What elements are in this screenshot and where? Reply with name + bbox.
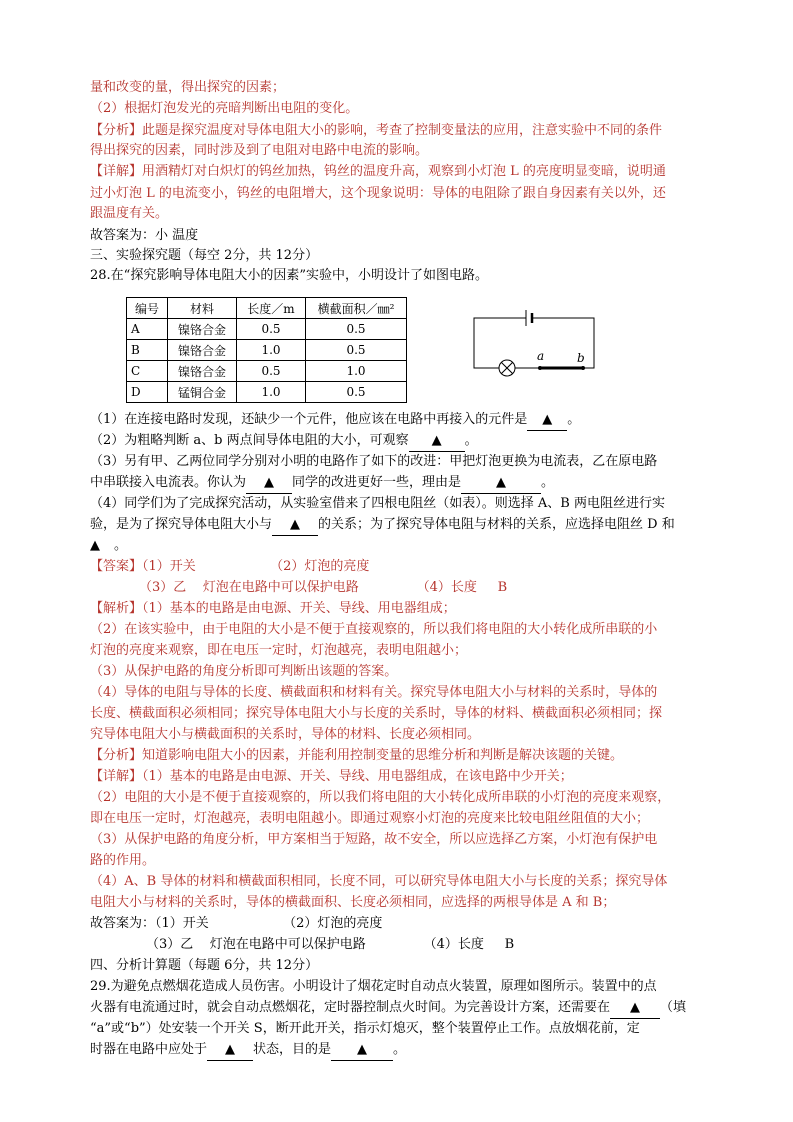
answer-blank [272,515,318,536]
table-cell: 0.5 [306,382,407,403]
triangle-marker: ▲ [90,538,100,553]
triangle-marker: ▲ [225,1042,236,1057]
circuit-wires [474,318,594,368]
resistance-wire-table [126,297,407,403]
table-header-row [127,298,407,319]
answer-blank [461,473,541,494]
analysis-line: 【解析】（1）基本的电路是由电源、开关、导线、用电器组成； [90,601,456,616]
question-text: （填 [660,1000,687,1015]
detail-line: 【详解】（1）基本的电路是由电源、开关、导线、用电器组成，在该电路中少开关； [90,769,573,784]
circuit-diagram [470,300,600,380]
question-29-line: 29.为避免点燃烟花造成人员伤害。小明设计了烟花定时自动点火装置，原理如图所示。装置中的点 [90,979,657,994]
table-cell: 0.5 [237,319,306,340]
triangle-marker: ▲ [290,517,301,532]
table-cell: 镍铬合金 [168,340,237,361]
table-cell: 0.5 [306,319,407,340]
table-row [127,340,407,361]
answer-line: 故答案为：小 温度 [90,228,199,243]
lamp-icon [499,360,515,376]
header-cell: 材料 [168,298,237,319]
table-cell: 1.0 [306,361,407,382]
detail-line: （2）电阻的大小是不便于直接观察的，所以我们将电阻的大小转化成所串联的小灯泡的亮度来观察， [90,790,671,805]
detail-line: 【详解】用酒精灯对白炽灯的钨丝加热，钨丝的温度升高，观察到小灯泡 L 的亮度明显变暗，说明通 [90,164,666,179]
table-row [127,319,407,340]
question-28-stem: 28.在“探究影响导体电阻大小的因素”实验中，小明设计了如图电路。 [90,268,488,283]
table-cell: B [127,340,168,361]
analysis-line: （4）导体的电阻与导体的长度、横截面积和材料有关。探究导体电阻大小与材料的关系时，导体的 [90,685,658,700]
detail-line: （3）从保护电路的角度分析，甲方案相当于短路，故不安全，所以应选择乙方案，小灯泡有保护电 [90,832,658,847]
question-29-line: “a”或“b”）处安装一个开关 S，断开此开关，指示灯熄灭，整个装置停止工作。点放烟花前，定 [90,1021,640,1036]
question-text: 。 [541,475,555,490]
analysis-line: 长度、横截面积必须相同；探究导体电阻大小与长度的关系时，导体的材料、横截面积必须相同；探 [90,706,663,721]
answer-blank [207,1040,253,1061]
header-cell: 长度／m [237,298,306,319]
table-row [127,361,407,382]
triangle-marker: ▲ [357,1042,368,1057]
answer-blank [409,431,465,452]
question-text: 火器有电流通过时，就会自动点燃烟花，定时器控制点火时间。为完善设计方案，还需要在 [90,1000,611,1015]
answer-line: 【答案】（1）开关 （2）灯泡的亮度 [90,559,370,574]
question-text: 状态，目的是 [253,1042,332,1057]
text-line: 过小灯泡 L 的电流变小，钨丝的电阻增大，这个现象说明：导体的电阻除了跟自身因素有关以外，还 [90,186,666,201]
question-text: 。 [464,433,478,448]
detail-line: 电阻大小与材料的关系时，导体的横截面积、长度必须相同，应选择的两根导体是 A 和 B； [90,895,616,910]
point-a-label: a [537,349,545,363]
section-heading: 四、分析计算题（每题 6分，共 12分） [90,958,319,973]
question-28-1 [90,410,580,431]
question-28-3a: （3）另有甲、乙两位同学分别对小明的电路作了如下的改进：甲把灯泡更换为电流表，乙在原电路 [90,454,658,469]
analysis-line: 【分析】此题是探究温度对导体电阻大小的影响，考查了控制变量法的应用，注意实验中不同的条件 [90,123,663,138]
text-line: （2）根据灯泡发光的亮暗判断出电阻的变化。 [90,101,359,116]
analysis-line: 灯泡的亮度来观察，即在电压一定时，灯泡越亮，表明电阻越小； [90,643,468,658]
resistance-wire-ab [538,366,585,370]
table-cell: 0.5 [237,361,306,382]
triangle-marker: ▲ [630,1000,641,1015]
table-cell: 锰铜合金 [168,382,237,403]
header-cell: 编号 [127,298,168,319]
question-text: 。 [393,1042,407,1057]
analysis-line: 【分析】知道影响电阻大小的因素，并能利用控制变量的思维分析和判断是解决该题的关键。 [90,748,624,763]
table-cell: 1.0 [237,340,306,361]
text-line: 量和改变的量，得出探究的因素； [90,80,286,95]
answer-line: 故答案为：（1）开关 （2）灯泡的亮度 [90,916,383,931]
triangle-marker: ▲ [496,475,507,490]
detail-line: 路的作用。 [90,853,156,868]
question-29-line [90,1040,406,1061]
analysis-line: （3）从保护电路的角度分析即可判断出该题的答案。 [90,664,398,679]
question-text: 。 [567,412,581,427]
question-text: 。 [114,538,128,553]
triangle-marker: ▲ [431,433,442,448]
answer-blank [527,410,567,431]
question-text: 中串联接入电流表。你认为 [90,475,247,490]
detail-line: （4）A、B 导体的材料和横截面积相同，长度不同，可以研究导体电阻大小与长度的关系；探究导体 [90,874,668,889]
question-text: （1）在连接电路时发现，还缺少一个元件，他应该在电路中再接入的元件是 [90,412,528,427]
question-28-3b [90,473,554,494]
question-text: 验，是为了探究导体电阻大小与 [90,517,273,532]
question-text: 时器在电路中应处于 [90,1042,208,1057]
question-28-2 [90,431,478,452]
point-b-label: b [577,351,585,365]
section-heading: 三、实验探究题（每空 2分，共 12分） [90,248,319,263]
detail-line: 即在电压一定时，灯泡越亮，表明电阻越小。即通过观察小灯泡的亮度来比较电阻丝阻值的大小； [90,811,650,826]
answer-blank [610,998,660,1019]
table-cell: D [127,382,168,403]
text-line: 得出探究的因素，同时涉及到了电阻对电路中电流的影响。 [90,143,429,158]
text-line: 跟温度有关。 [90,206,169,221]
question-text: 的关系；为了探究导体电阻与材料的关系，应选择电阻丝 D 和 [318,517,675,532]
question-text: （2）为粗略判断 a、b 两点间导体电阻的大小，可观察 [90,433,409,448]
question-text: 同学的改进更好一些，理由是 [292,475,462,490]
analysis-line: （2）在该实验中，由于电阻的大小是不便于直接观察的，所以我们将电阻的大小转化成所串联的小 [90,622,658,637]
battery-icon [526,310,532,326]
question-29-line [90,998,686,1019]
header-cell: 横截面积／㎜² [306,298,407,319]
question-28-4b [90,515,675,536]
table-cell: 0.5 [306,340,407,361]
answer-blank [331,1040,393,1061]
table-cell: C [127,361,168,382]
question-28-4c [90,536,127,556]
triangle-marker: ▲ [264,475,275,490]
question-28-4a: （4）同学们为了完成探究活动，从实验室借来了四根电阻丝（如表）。则选择 A、B 两电阻丝进行实 [90,496,665,511]
triangle-marker: ▲ [542,412,553,427]
table-cell: A [127,319,168,340]
answer-blank [246,473,292,494]
table-cell: 1.0 [237,382,306,403]
table-cell: 镍铬合金 [168,361,237,382]
table-cell: 镍铬合金 [168,319,237,340]
analysis-line: 究导体电阻大小与横截面积的关系时，导体的材料、长度必须相同。 [90,727,481,742]
answer-line: （3）乙 灯泡在电路中可以保护电路 （4）长度 B [139,580,508,595]
answer-line: （3）乙 灯泡在电路中可以保护电路 （4）长度 B [146,937,515,952]
table-row [127,382,407,403]
